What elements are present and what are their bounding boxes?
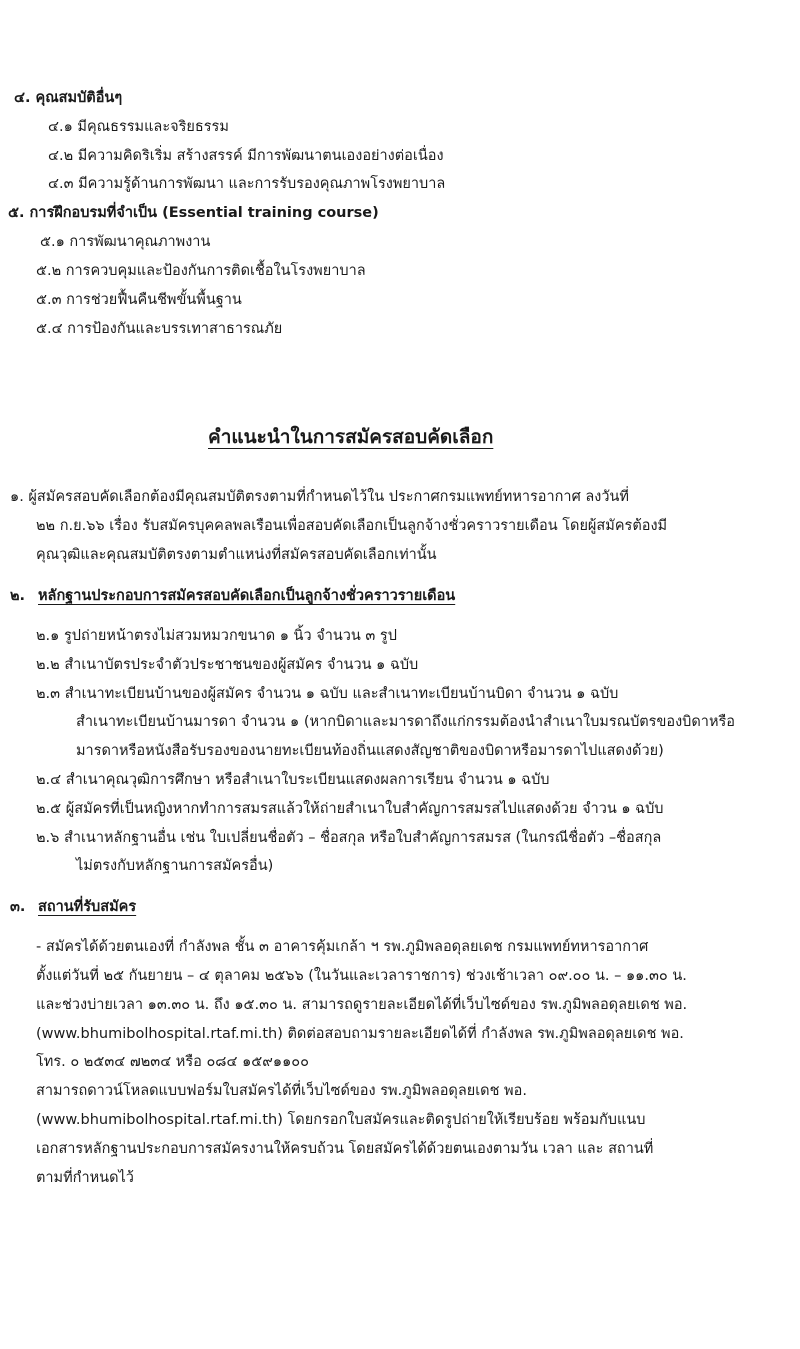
item-2-line: มารดาหรือหนังสือรับรองของนายทะเบียนท้องถิ่นแสดงสัญชาติของบิดาหรือมารดาไปแสดงด้วย): [76, 743, 664, 759]
item-3-line: สามารถดาวน์โหลดแบบฟอร์มใบสมัครได้ที่เว็บไซด์ของ รพ.ภูมิพลอดุลยเดช พอ.: [36, 1083, 527, 1099]
section-5-item: ๕.๑ การพัฒนาคุณภาพงาน: [40, 234, 211, 250]
item-1-line: ๒๒ ก.ย.๖๖ เรื่อง รับสมัครบุคคลพลเรือนเพื่อสอบคัดเลือกเป็นลูกจ้างชั่วคราวรายเดือน โดยผู้สมัครต้องมี: [36, 518, 668, 534]
item-2-line: ๒.๔ สำเนาคุณวุฒิการศึกษา หรือสำเนาใบระเบียนแสดงผลการเรียน จำนวน ๑ ฉบับ: [36, 772, 550, 788]
item-3-line: - สมัครได้ด้วยตนเองที่ กำลังพล ชั้น ๓ อาคารคุ้มเกล้า ฯ รพ.ภูมิพลอดุลยเดช กรมแพทย์ทหารอากาศ: [36, 939, 649, 955]
item-2-heading: หลักฐานประกอบการสมัครสอบคัดเลือกเป็นลูกจ้างชั่วคราวรายเดือน: [38, 588, 456, 604]
item-3-line: ตามที่กำหนดไว้: [36, 1170, 134, 1186]
section-5-item: ๕.๓ การช่วยฟื้นคืนชีพขั้นพื้นฐาน: [36, 292, 242, 308]
instructions-title: คำแนะนำในการสมัครสอบคัดเลือก: [208, 426, 494, 448]
item-2-line: ๒.๖ สำเนาหลักฐานอื่น เช่น ใบเปลี่ยนชื่อตัว – ชื่อสกุล หรือใบสำคัญการสมรส (ในกรณีชื่อตัว –ชื่อสกุล: [36, 830, 662, 846]
item-1-line: คุณวุฒิและคุณสมบัติตรงตามตำแหน่งที่สมัครสอบคัดเลือกเท่านั้น: [36, 547, 437, 563]
section-4-item: ๔.๑ มีคุณธรรมและจริยธรรม: [48, 119, 229, 135]
item-2-line: สำเนาทะเบียนบ้านมารดา จำนวน ๑ (หากบิดาและมารดาถึงแก่กรรมต้องนำสำเนาใบมรณบัตรของบิดาหรือ: [76, 714, 735, 730]
item-3-line: โทร. ๐ ๒๕๓๔ ๗๒๓๔ หรือ ๐๘๔ ๑๕๙๑๑๐๐: [36, 1054, 309, 1070]
item-3-line: (www.bhumibolhospital.rtaf.mi.th) โดยกรอกใบสมัครและติดรูปถ่ายให้เรียบร้อย พร้อมกับแนบ: [36, 1112, 646, 1128]
section-4-item: ๔.๒ มีความคิดริเริ่ม สร้างสรรค์ มีการพัฒนาตนเองอย่างต่อเนื่อง: [48, 148, 444, 164]
item-2-line: ไม่ตรงกับหลักฐานการสมัครอื่น): [76, 858, 274, 874]
item-2-line: ๒.๑ รูปถ่ายหน้าตรงไม่สวมหมวกขนาด ๑ นิ้ว จำนวน ๓ รูป: [36, 628, 397, 644]
item-1-line: ๑. ผู้สมัครสอบคัดเลือกต้องมีคุณสมบัติตรงตามที่กำหนดไว้ใน ประกาศกรมแพทย์ทหารอากาศ ลงวันที่: [10, 489, 629, 505]
item-3-heading: สถานที่รับสมัคร: [38, 899, 137, 915]
item-2-line: ๒.๒ สำเนาบัตรประจำตัวประชาชนของผู้สมัคร จำนวน ๑ ฉบับ: [36, 657, 419, 673]
item-2-line: ๒.๓ สำเนาทะเบียนบ้านของผู้สมัคร จำนวน ๑ ฉบับ และสำเนาทะเบียนบ้านบิดา จำนวน ๑ ฉบับ: [36, 686, 619, 702]
section-5-item: ๕.๒ การควบคุมและป้องกันการติดเชื้อในโรงพยาบาล: [36, 263, 366, 279]
section-5-heading: ๕. การฝึกอบรมที่จำเป็น (Essential training course): [8, 205, 379, 221]
item-3-line: และช่วงบ่ายเวลา ๑๓.๓๐ น. ถึง ๑๕.๓๐ น. สามารถดูรายละเอียดได้ที่เว็บไซด์ของ รพ.ภูมิพลอดุลยเดช พอ.: [36, 997, 688, 1013]
item-3-number: ๓.: [10, 899, 26, 915]
item-3-line: (www.bhumibolhospital.rtaf.mi.th) ติดต่อสอบถามรายละเอียดได้ที่ กำลังพล รพ.ภูมิพลอดุลยเดช พอ.: [36, 1026, 684, 1042]
item-3-line: เอกสารหลักฐานประกอบการสมัครงานให้ครบถ้วน โดยสมัครได้ด้วยตนเองตามวัน เวลา และ สถานที่: [36, 1141, 654, 1157]
section-4-heading: ๔. คุณสมบัติอื่นๆ: [14, 90, 123, 106]
section-5-item: ๕.๔ การป้องกันและบรรเทาสาธารณภัย: [36, 321, 283, 337]
item-2-line: ๒.๕ ผู้สมัครที่เป็นหญิงหากทำการสมรสแล้วให้ถ่ายสำเนาใบสำคัญการสมรสไปแสดงด้วย จำวน ๑ ฉบับ: [36, 801, 664, 817]
section-4-item: ๔.๓ มีความรู้ด้านการพัฒนา และการรับรองคุณภาพโรงพยาบาล: [48, 176, 446, 192]
item-3-line: ตั้งแต่วันที่ ๒๕ กันยายน – ๔ ตุลาคม ๒๕๖๖ (ในวันและเวลาราชการ) ช่วงเช้าเวลา ๐๙.๐๐ น. – ๑๑.๓๐ น.: [36, 968, 687, 984]
item-2-number: ๒.: [10, 588, 26, 604]
